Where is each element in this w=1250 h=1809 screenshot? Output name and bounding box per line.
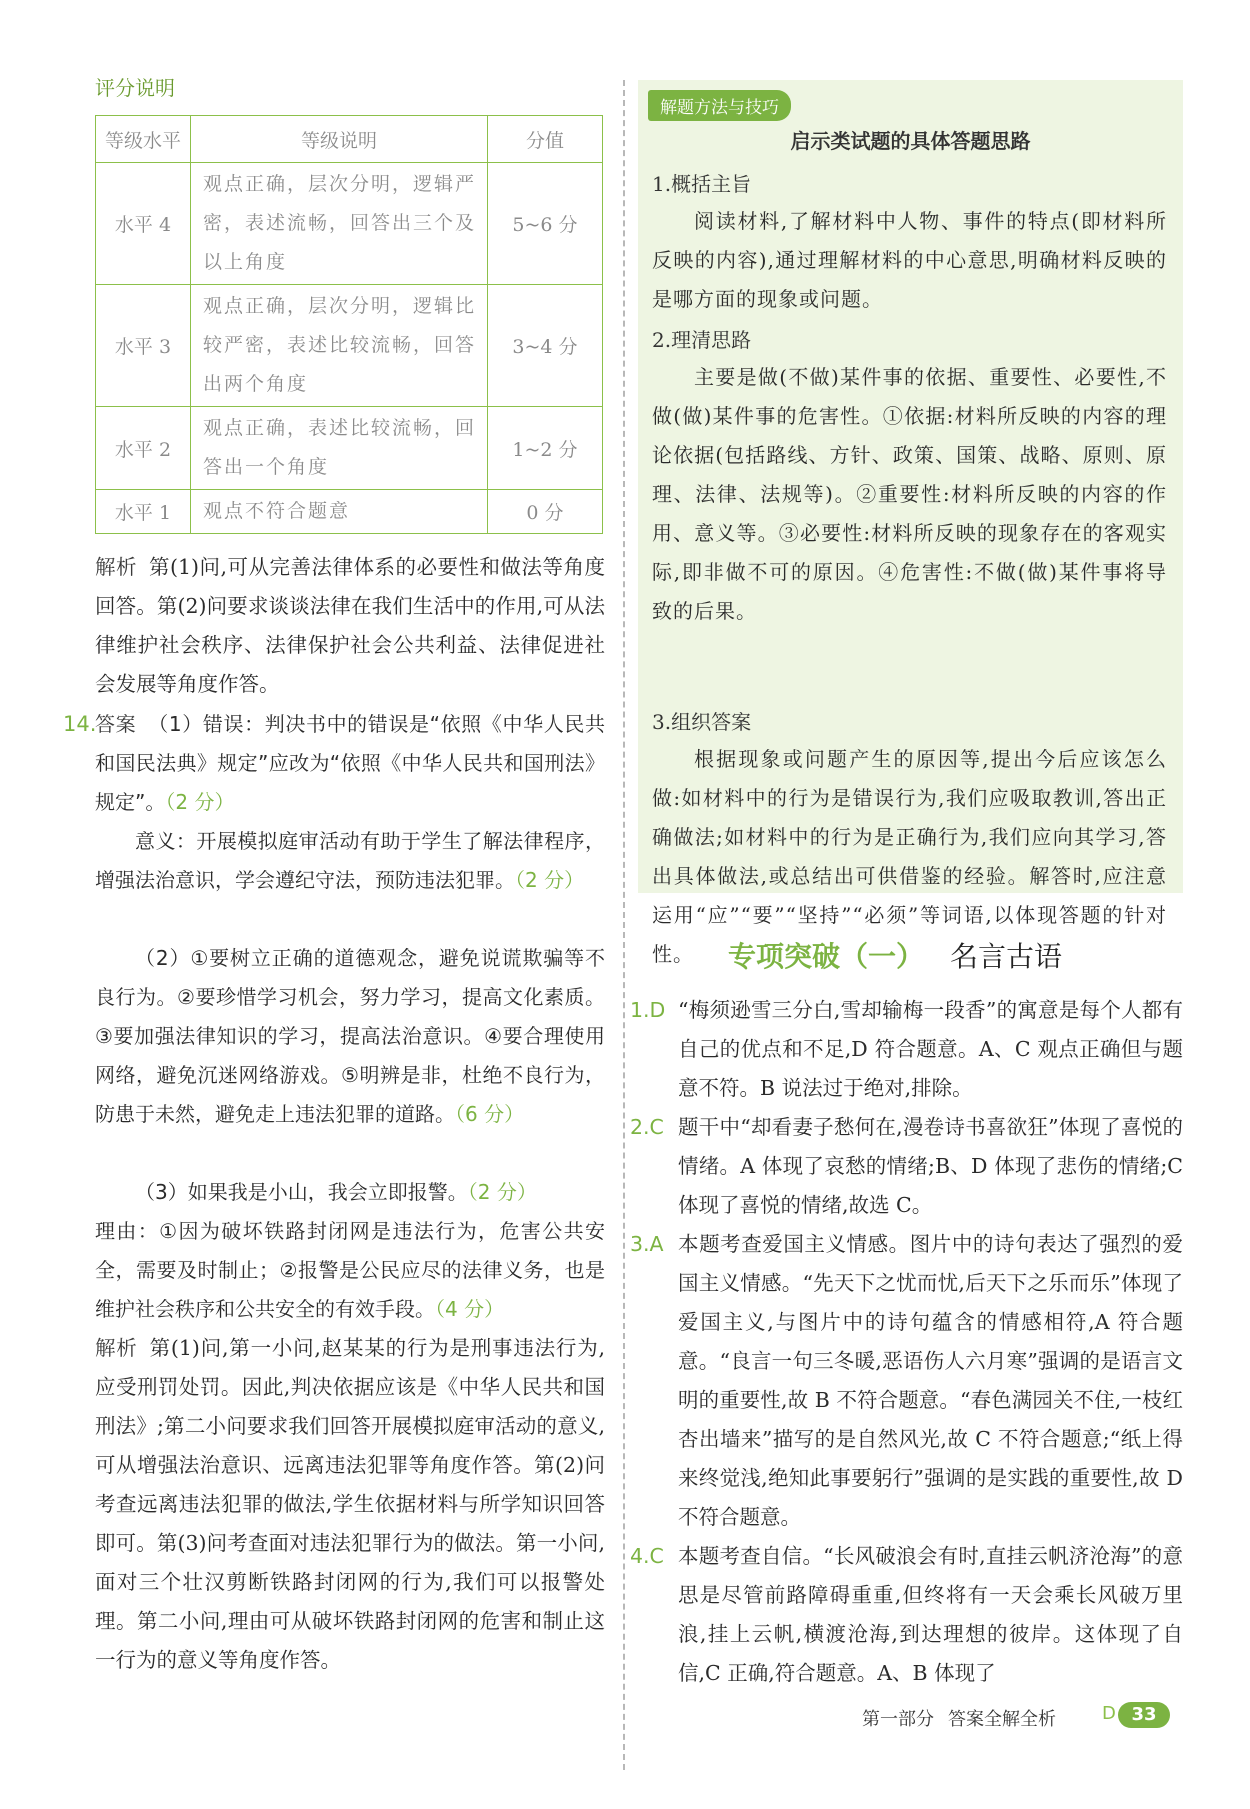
question-text: 题干中“却看妻子愁何在,漫卷诗书喜欲狂”体现了喜悦的情绪。A 体现了哀愁的情绪;B、D 体现了悲伤的情绪;C 体现了喜悦的情绪,故选 C。 xyxy=(678,1115,1183,1217)
row-desc: 观点正确，表述比较流畅，回答出一个角度 xyxy=(191,407,488,490)
header-desc: 等级说明 xyxy=(191,116,488,163)
list-item xyxy=(630,1108,1183,1225)
section-label: 专项突破（一） xyxy=(728,940,925,973)
question-text: 本题考查自信。“长风破浪会有时,直挂云帆济沧海”的意思是尽管前路障碍重重,但终将有一天会乘长风破万里浪,挂上云帆,横渡沧海,到达理想的彼岸。这体现了自信,C 正确,符合题意。A、B 体现了 xyxy=(678,1544,1183,1685)
footer-title: 答案全解全析 xyxy=(948,1709,1056,1730)
table-row xyxy=(96,163,603,285)
row-score: 1~2 分 xyxy=(488,407,603,490)
table-row xyxy=(96,285,603,407)
row-score: 3~4 分 xyxy=(488,285,603,407)
row-score: 5~6 分 xyxy=(488,163,603,285)
points: （4 分） xyxy=(435,1297,505,1321)
answer-text: 理由：①因为破坏铁路封闭网是违法行为，危害公共安全，需要及时制止；②报警是公民应尽的法律义务，也是维护社会秩序和公共安全的有效手段。 xyxy=(95,1219,605,1321)
row-desc: 观点正确，层次分明，逻辑严密，表述流畅，回答出三个及以上角度 xyxy=(191,163,488,285)
q14-answer-part3 xyxy=(95,1173,605,1212)
question-number: 3.A xyxy=(630,1232,664,1256)
list-item xyxy=(630,1537,1183,1693)
method-heading: 1.概括主旨 xyxy=(652,172,752,196)
q14-answer-significance xyxy=(95,822,605,900)
analysis-tag: 解析 xyxy=(95,555,137,579)
answer-text: （3）如果我是小山，我会立即报警。 xyxy=(135,1180,468,1204)
method-title: 启示类试题的具体答题思路 xyxy=(790,129,1031,153)
row-desc: 观点不符合题意 xyxy=(191,490,488,534)
question-number: 4.C xyxy=(630,1544,664,1568)
page-number: 33 xyxy=(1118,1702,1170,1728)
points: （2 分） xyxy=(467,1180,537,1204)
row-level: 水平 1 xyxy=(96,490,191,534)
analysis-14 xyxy=(95,1329,605,1680)
table-header-row xyxy=(96,116,603,163)
question-text: “梅须逊雪三分白,雪却输梅一段香”的寓意是每个人都有自己的优点和不足,D 符合题意。A、C 观点正确但与题意不符。B 说法过于绝对,排除。 xyxy=(678,998,1183,1100)
q14-answer-part1 xyxy=(63,705,605,822)
method-text: 阅读材料,了解材料中人物、事件的特点(即材料所反映的内容),通过理解材料的中心意思,明确材料反映的是哪方面的现象或问题。 xyxy=(652,209,1167,311)
section-title: 名言古语 xyxy=(950,940,1063,973)
points: （6 分） xyxy=(455,1102,525,1126)
answer-text: （2）①要树立正确的道德观念，避免说谎欺骗等不良行为。②要珍惜学习机会，努力学习，提高文化素质。③要加强法律知识的学习，提高法治意识。④要合理使用网络，避免沉迷网络游戏。⑤明辨是非，杜绝不良行为，防患于未然，避免走上违法犯罪的道路。 xyxy=(95,946,605,1126)
question-text: 本题考查爱国主义情感。图片中的诗句表达了强烈的爱国主义情感。“先天下之忧而忧,后天下之乐而乐”体现了爱国主义,与图片中的诗句蕴含的情感相符,A 符合题意。“良言一句三冬暖,恶语伤人六月寒”强调的是语言文明的重要性,故 B 不符合题意。“春色满园关不住,一枝红杏出墙来”描写的是自然风光,故 C 不符合题意;“纸上得来终觉浅,绝知此事要躬行”强调的是实践的重要性,故 D 不符合题意。 xyxy=(678,1232,1183,1529)
method-text: 主要是做(不做)某件事的依据、重要性、必要性,不做(做)某件事的危害性。①依据:材料所反映的内容的理论依据(包括路线、方针、政策、国策、战略、原则、原理、法律、法规等)。②重要性:材料所反映的内容的作用、意义等。③必要性:材料所反映的现象存在的客观实际,即非做不可的原因。④危害性:不做(做)某件事将导致的后果。 xyxy=(652,365,1167,623)
page-footer xyxy=(862,1705,1056,1731)
header-level: 等级水平 xyxy=(96,116,191,163)
answer-tag: 答案 xyxy=(95,712,137,736)
method-heading: 3.组织答案 xyxy=(652,710,752,734)
method-text: 根据现象或问题产生的原因等,提出今后应该怎么做:如材料中的行为是错误行为,我们应吸取教训,答出正确做法;如材料中的行为是正确行为,我们应向其学习,答出具体做法,或总结出可供借鉴的经验。解答时,应注意运用“应”“要”“坚持”“必须”等词语,以体现答题的针对性。 xyxy=(652,747,1167,966)
section-heading xyxy=(728,935,1062,975)
method-heading: 2.理清思路 xyxy=(652,328,752,352)
d-badge: D xyxy=(1102,1703,1116,1724)
scoring-title: 评分说明 xyxy=(95,76,175,100)
table-row xyxy=(96,407,603,490)
q14-answer-reason xyxy=(95,1212,605,1329)
analysis-text: 第(1)问,可从完善法律体系的必要性和做法等角度回答。第(2)问要求谈谈法律在我们生活中的作用,可从法律维护社会秩序、法律保护社会公共利益、法律促进社会发展等角度作答。 xyxy=(95,555,605,696)
list-item xyxy=(630,991,1183,1108)
answer-text: （1）错误：判决书中的错误是“依照《中华人民共和国民法典》规定”应改为“依照《中华人民共和国刑法》规定”。 xyxy=(95,712,605,814)
analysis-13 xyxy=(95,548,605,704)
question-number: 2.C xyxy=(630,1115,664,1139)
analysis-text: 第(1)问,第一小问,赵某某的行为是刑事违法行为,应受刑罚处罚。因此,判决依据应该是《中华人民共和国刑法》;第二小问要求我们回答开展模拟庭审活动的意义,可从增强法治意识、远离违法犯罪等角度作答。第(2)问考查远离违法犯罪的做法,学生依据材料与所学知识回答即可。第(3)问考查面对违法犯罪行为的做法。第一小问,面对三个壮汉剪断铁路封闭网的行为,我们可以报警处理。第二小问,理由可从破坏铁路封闭网的危害和制止这一行为的意义等角度作答。 xyxy=(95,1336,605,1672)
table-row xyxy=(96,490,603,534)
q14-answer-part2 xyxy=(95,939,605,1134)
list-item xyxy=(630,1225,1183,1537)
points: （2 分） xyxy=(515,868,585,892)
row-desc: 观点正确，层次分明，逻辑比较严密，表述比较流畅，回答出两个角度 xyxy=(191,285,488,407)
column-divider xyxy=(623,80,625,1770)
points: （2 分） xyxy=(165,790,235,814)
footer-part: 第一部分 xyxy=(862,1709,934,1730)
answer-text: 意义：开展模拟庭审活动有助于学生了解法律程序，增强法治意识，学会遵纪守法，预防违法犯罪。 xyxy=(95,829,605,892)
row-score: 0 分 xyxy=(488,490,603,534)
row-level: 水平 2 xyxy=(96,407,191,490)
analysis-tag: 解析 xyxy=(95,1336,138,1360)
method-badge: 解题方法与技巧 xyxy=(648,90,791,121)
question-number: 1.D xyxy=(630,998,666,1022)
header-score: 分值 xyxy=(488,116,603,163)
scoring-table xyxy=(95,115,603,534)
row-level: 水平 4 xyxy=(96,163,191,285)
row-level: 水平 3 xyxy=(96,285,191,407)
question-number: 14. xyxy=(63,712,97,736)
